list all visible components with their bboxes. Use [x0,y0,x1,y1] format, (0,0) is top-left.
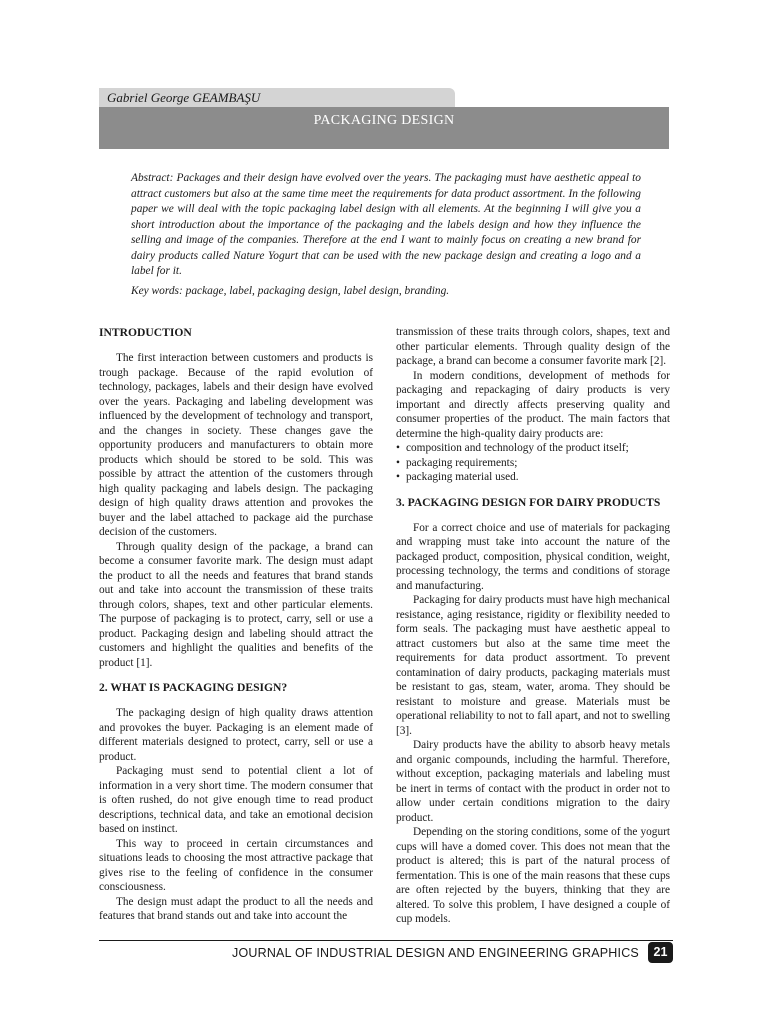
paragraph: This way to proceed in certain circumstances and situations leads to choosing the most attractive package that gives rise to the feeling of confidence in the consumer consciousness. [99,837,373,893]
paragraph: Packaging must send to potential client a lot of information in a very short time. The modern consumer that is often rushed, do not give enough time to read product descriptions, technical data, and take an emotional decision based on instinct. [99,765,373,835]
left-column [99,325,373,924]
paper-title: PACKAGING DESIGN [99,107,669,149]
paragraph: The packaging design of high quality draws attention and provokes the buyer. Packaging is an element made of different materials designed to protect, carry, sell or use a product. [99,707,373,763]
paragraph: The first interaction between customers and products is trough package. Because of the rapid evolution of technology, packages, labels and their design have evolved over the years. Packaging and labeling development was influenced by the development of technology and transport, and the changes in society. These changes gave the opportunity producers and manufacturers to obtain more products which should be stored to be sold. This was possible by attract the attention of the customers through high quality packaging and labels design. The packaging design of high quality draws attention and provokes the buyer and the label attached to package aid the purchase decision of the customers. [99,352,373,538]
paragraph: For a correct choice and use of materials for packaging and wrapping must take into account the nature of the packaged product, composition, physical condition, weight, processing technology, the terms and conditions of storage and manufacturing. [396,521,670,592]
journal-name: JOURNAL OF INDUSTRIAL DESIGN AND ENGINEERING GRAPHICS [232,946,639,960]
author-name: Gabriel George GEAMBAŞU [99,88,455,107]
paragraph: In modern conditions, development of methods for packaging and repackaging of dairy products is very important and directly affects preserving quality and consumer properties of the product. The main factors that determine the high-quality dairy products are: [396,369,670,440]
paragraph: Through quality design of the package, a brand can become a consumer favorite mark. The design must adapt the product to all the needs and features that brand stands out and take into account the transmission of these traits through colors, shapes, text and other particular elements. The purpose of packaging is to protect, carry, sell or use a product. Packaging design and labeling should attract the customers and highlight the qualities and benefits of the product [1]. [99,540,373,669]
list-item: • packaging material used. [396,470,670,485]
paragraph: Depending on the storing conditions, some of the yogurt cups will have a domed cover. This does not mean that the product is altered; this is part of the natural process of fermentation. This is one of the main reasons that these cups are often rejected by the buyers, thinking that they are altered. To solve this problem, I have designed a couple of cup models. [396,826,670,925]
right-column [396,325,670,927]
section-heading-dairy-packaging: 3. PACKAGING DESIGN FOR DAIRY PRODUCTS [396,495,661,509]
list-item: • composition and technology of the product itself; [396,441,670,456]
keywords: Key words: package, label, packaging design, label design, branding. [131,285,450,297]
paragraph: transmission of these traits through colors, shapes, text and other particular elements. Through quality design of the package, a brand can become a consumer favorite mark [2]. [396,326,670,367]
section-heading-introduction: INTRODUCTION [99,326,192,339]
paragraph: Packaging for dairy products must have high mechanical resistance, aging resistance, rigidity or flexibility needed to form seals. The packaging must have aesthetic appeal to attract customers but also at the same time meet the requirements for data product assortment. To prevent contamination of dairy products, packaging materials must be resistant to gas, steam, water, aroma. They should be resistant to moisture and grease. Materials must be operational reliability to not to fall apart, and not to swelling [3]. [396,594,670,737]
page-number: 21 [648,942,673,963]
abstract: Abstract: Packages and their design have evolved over the years. The packaging must have aesthetic appeal to attract customers but also at the same time meet the requirements for data product assortment. In the following paper we will deal with the topic packaging label design with all elements. At the beginning I will give you a short introduction about the importance of the packaging and the labels design and how they influence the selling and image of the companies. Therefore at the end I want to mainly focus on creating a new brand for dairy products called Nature Yogurt that can be used with the new package design and creating a logo and a label for it. [131,172,641,277]
paragraph: The design must adapt the product to all the needs and features that brand stands out and take into account the [99,895,373,922]
factor-list [396,441,670,485]
section-heading-what-is-packaging-design: 2. WHAT IS PACKAGING DESIGN? [99,681,288,694]
list-item: • packaging requirements; [396,456,670,471]
footer-rule [99,940,673,941]
paragraph: Dairy products have the ability to absorb heavy metals and organic compounds, including the harmful. Therefore, without exception, packaging materials and labeling must be inert in terms of contact with the product in order not to allow under certain conditions migration to the dairy product. [396,739,670,824]
